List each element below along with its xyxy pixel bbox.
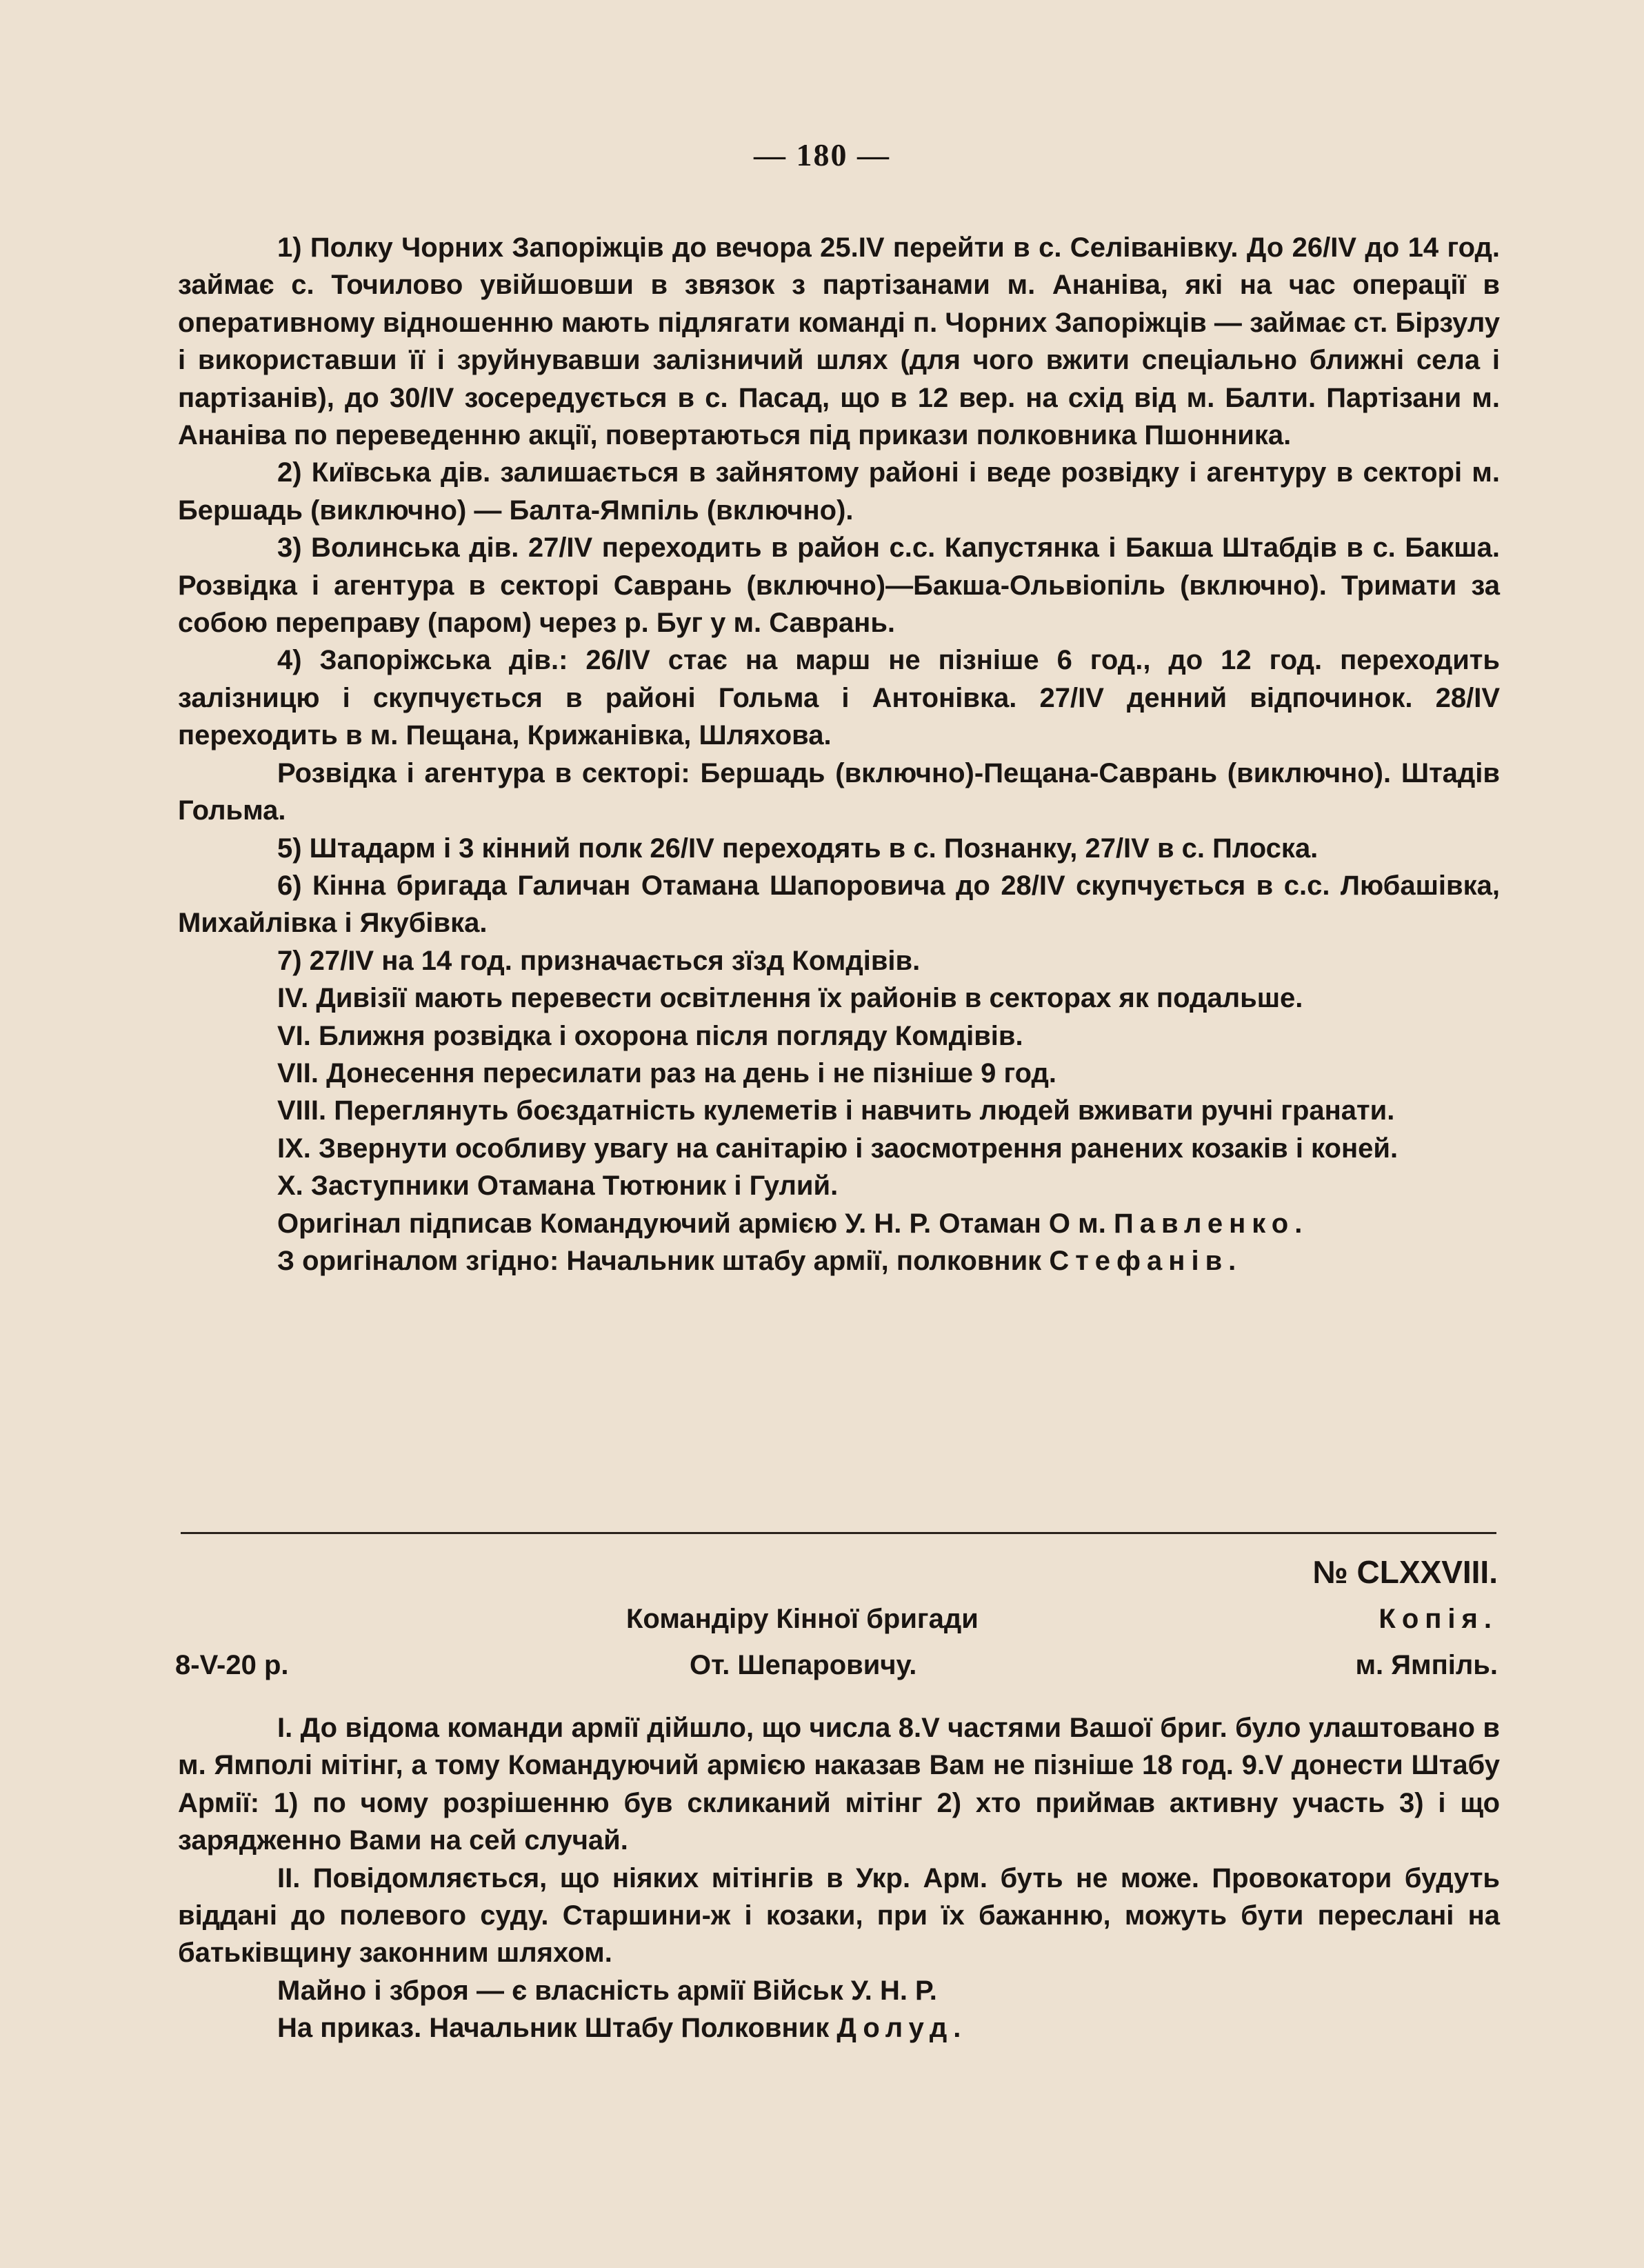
- addressee-line-2: От. Шепаровичу.: [690, 1650, 917, 1680]
- order-item-viii: VIII. Переглянуть боєздатність кулеметів і навчить людей вживати ручні гранати.: [277, 1095, 1395, 1126]
- section-divider: [181, 1532, 1496, 1534]
- order-item-x: X. Заступники Отамана Тютюник і Гулий.: [277, 1171, 839, 1202]
- order-item-7: 7) 27/IV на 14 год. призначається зїзд Комдівів.: [277, 945, 921, 976]
- document-date: 8-V-20 р.: [175, 1650, 289, 1680]
- page-number: — 180 —: [754, 137, 890, 172]
- signature-original-text: Оригінал підписав Командуючий армією У. Н. Р. Отаман О м.: [277, 1208, 1106, 1239]
- document-number: № CLXXVIII.: [1312, 1554, 1498, 1590]
- letter-item-2: II. Повідомляється, що ніяких мітінгів в Укр. Арм. буть не може. Провокатори будуть віддані до полевого суду. Старшини-ж і козаки, при їх бажанню, можуть бути переслані на батьківщину законним шляхом.: [178, 1862, 1500, 1969]
- signature-certified: [178, 1242, 1500, 1280]
- order-item-vii: VII. Донесення пересилати раз на день і не пізніше 9 год.: [277, 1057, 1056, 1088]
- letter-closing-name: Долуд.: [836, 2013, 968, 2044]
- order-item-vi: VI. Ближня розвідка і охорона після погляду Комдівів.: [277, 1020, 1023, 1051]
- order-item-ix: IX. Звернути особливу увагу на санітарію і заосмотрення ранених козаків і коней.: [277, 1133, 1399, 1164]
- letter-item-1: I. До відома команди армії дійшло, що числа 8.V частями Вашої бриг. було улаштовано в м. Ямполі мітінг, а тому Командуючий армією наказав Вам не пізніше 18 год. 9.V донести Штабу Армії: 1) по чому розрішенню був скликаний мітінг 2) хто приймав активну участь 3) і що зарядженно Вами на сей случай.: [178, 1713, 1500, 1856]
- letter-body: [178, 1709, 1500, 2047]
- signature-original: [178, 1205, 1500, 1242]
- signature-original-name: Павленко.: [1113, 1208, 1309, 1239]
- letter-item-3: Майно і зброя — є власність армії Військ У. Н. Р.: [277, 1975, 937, 2006]
- addressee-line-1: Командіру Кінної бригади: [626, 1604, 979, 1634]
- copy-label: Копія.: [1379, 1604, 1498, 1634]
- order-item-4-recon: Розвідка і агентура в секторі: Бершадь (включно)-Пещана-Саврань (виключно). Штадів Гольма.: [178, 757, 1500, 826]
- order-body: [178, 229, 1500, 1280]
- order-item-iv: IV. Дивізії мають перевести освітлення їх районів в секторах як подальше.: [277, 983, 1303, 1014]
- document-place: м. Ямпіль.: [1355, 1650, 1498, 1680]
- order-item-5: 5) Штадарм і 3 кінний полк 26/IV переходять в с. Познанку, 27/IV в с. Плоска.: [277, 833, 1319, 864]
- order-item-2: 2) Київська дів. залишається в зайнятому районі і веде розвідку і агентуру в секторі м. Бершадь (виключно) — Балта-Ямпіль (включно).: [178, 457, 1500, 526]
- letter-closing-text: На приказ. Начальник Штабу Полковник: [277, 2013, 830, 2044]
- signature-certified-text: З оригіналом згідно: Начальник штабу армії, полковник: [277, 1245, 1042, 1276]
- order-item-6: 6) Кінна бригада Галичан Отамана Шапоровича до 28/IV скупчується в с.с. Любашівка, Михайлівка і Якубівка.: [178, 870, 1500, 939]
- order-item-1: 1) Полку Чорних Запоріжців до вечора 25.IV перейти в с. Селіванівку. До 26/IV до 14 год. займає с. Точилово увійшовши в звязок з партізанами м. Ананіва, які на час операції в оперативному відношенню мають підлягати команді п. Чорних Запоріжців — займає ст. Бірзулу і використавши її і зруйнувавши залізничий шлях (для чого вжити спеціально ближні села і партізанів), до 30/IV зосередується в с. Пасад, що в 12 вер. на схід від м. Балти. Партізани м. Ананіва по переведенню акції, повертаються під прикази полковника Пшонника.: [178, 232, 1500, 451]
- order-item-4: 4) Запоріжська дів.: 26/IV стає на марш не пізніше 6 год., до 12 год. переходить залізницю і скупчується в районі Гольма і Антонівка. 27/IV денний відпочинок. 28/IV переходить в м. Пещана, Крижанівка, Шляхова.: [178, 645, 1500, 751]
- signature-certified-name: Стефанів.: [1049, 1245, 1243, 1276]
- order-item-3: 3) Волинська дів. 27/IV переходить в район с.с. Капустянка і Бакша Штабдів в с. Бакша. Розвідка і агентура в секторі Саврань (включно)—Бакша-Ольвіопіль (включно). Тримати за собою переправу (паром) через р. Буг у м. Саврань.: [178, 533, 1500, 639]
- letter-closing: [178, 2009, 1500, 2047]
